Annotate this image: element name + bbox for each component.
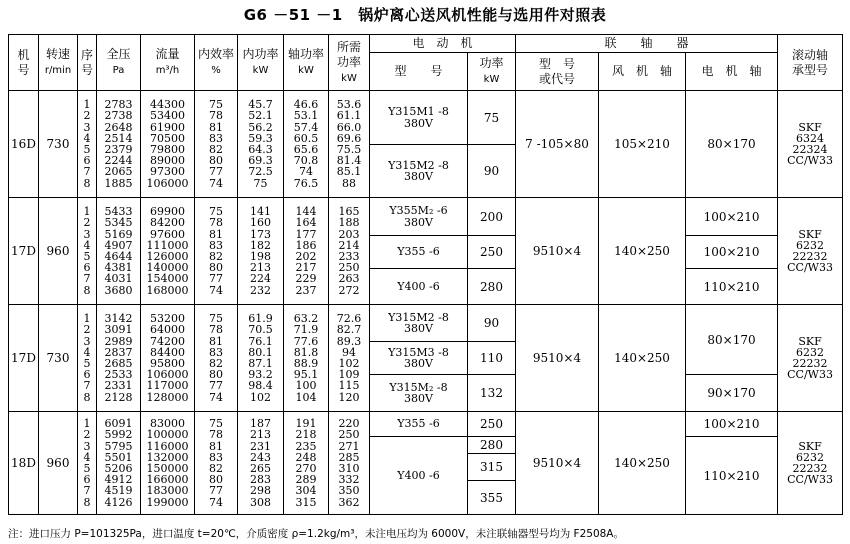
- motor-model: Y355M₂ -6 380V: [370, 198, 468, 236]
- machine-no: 17D: [9, 198, 39, 305]
- required-power-list: 220 250 271 285 310 332 350 362: [329, 412, 370, 515]
- motor-shaft: 90×170: [686, 375, 778, 412]
- motor-model: Y355 -6: [370, 236, 468, 269]
- fan-shaft: 140×250: [599, 305, 686, 412]
- header-efficiency: 内效率 %: [195, 35, 238, 91]
- efficiency-list: 75 78 81 83 82 80 77 74: [195, 198, 238, 305]
- fan-shaft: 105×210: [599, 91, 686, 198]
- pressure-list: 6091 5992 5795 5501 5206 4912 4519 4126: [97, 412, 141, 515]
- motor-power: 250: [468, 412, 516, 437]
- motor-model: Y400 -6: [370, 269, 468, 305]
- flow-list: 69900 84200 97600 111000 126000 140000 154000 168000: [141, 198, 195, 305]
- motor-power: 250: [468, 236, 516, 269]
- motor-shaft: 100×210: [686, 236, 778, 269]
- header-motor-group: 电 动 机: [370, 35, 516, 53]
- coupling-model: 7 -105×80: [516, 91, 599, 198]
- header-internal-power: 内功率 kW: [238, 35, 284, 91]
- speed: 960: [39, 198, 78, 305]
- motor-power: 200: [468, 198, 516, 236]
- internal-power-list: 61.9 70.5 76.1 80.1 87.1 93.2 98.4 102: [238, 305, 284, 412]
- coupling-model: 9510×4: [516, 412, 599, 515]
- speed: 730: [39, 305, 78, 412]
- machine-no: 16D: [9, 91, 39, 198]
- header-motor-shaft: 电 机 轴: [686, 53, 778, 91]
- flow-list: 83000 100000 116000 132000 150000 166000 183000 199000: [141, 412, 195, 515]
- bearing-model: SKF 6232 22232 CC/W33: [778, 198, 843, 305]
- efficiency-list: 75 78 81 83 82 80 77 74: [195, 91, 238, 198]
- motor-power: 315: [468, 454, 516, 481]
- speed: 960: [39, 412, 78, 515]
- efficiency-list: 75 78 81 83 82 80 77 74: [195, 305, 238, 412]
- shaft-power-list: 191 218 235 248 270 289 304 315: [284, 412, 329, 515]
- required-power-list: 72.6 82.7 89.3 94 102 109 115 120: [329, 305, 370, 412]
- motor-shaft: 80×170: [686, 91, 778, 198]
- header-motor-power: 功率 kW: [468, 53, 516, 91]
- internal-power-list: 187 213 231 243 265 283 298 308: [238, 412, 284, 515]
- pressure-list: 3142 3091 2989 2837 2685 2533 2331 2128: [97, 305, 141, 412]
- header-machine-no: 机 号: [9, 35, 39, 91]
- bearing-model: SKF 6324 22324 CC/W33: [778, 91, 843, 198]
- seq-list: 1 2 3 4 5 6 7 8: [78, 91, 97, 198]
- table-title: G6 －51 －1 锅炉离心送风机性能与选用件对照表: [243, 6, 607, 24]
- header-coupling-model: 型 号 或代号: [516, 53, 599, 91]
- shaft-power-list: 144 164 177 186 202 217 229 237: [284, 198, 329, 305]
- header-fan-shaft: 风 机 轴: [599, 53, 686, 91]
- header-seq: 序 号: [78, 35, 97, 91]
- header-coupling-group: 联 轴 器: [516, 35, 778, 53]
- header-motor-model: 型 号: [370, 53, 468, 91]
- coupling-model: 9510×4: [516, 305, 599, 412]
- fan-shaft: 140×250: [599, 412, 686, 515]
- motor-model: Y315M2 -8 380V: [370, 145, 468, 198]
- motor-power: 280: [468, 437, 516, 454]
- required-power-list: 53.6 61.1 66.0 69.6 75.5 81.4 85.1 88: [329, 91, 370, 198]
- motor-power: 280: [468, 269, 516, 305]
- speed: 730: [39, 91, 78, 198]
- motor-shaft: 100×210: [686, 198, 778, 236]
- efficiency-list: 75 78 81 83 82 80 77 74: [195, 412, 238, 515]
- motor-power: 110: [468, 342, 516, 375]
- pressure-list: 2783 2738 2648 2514 2379 2244 2065 1885: [97, 91, 141, 198]
- motor-power: 355: [468, 481, 516, 515]
- flow-list: 53200 64000 74200 84400 95800 106000 117000 128000: [141, 305, 195, 412]
- machine-no: 17D: [9, 305, 39, 412]
- internal-power-list: 45.7 52.1 56.2 59.3 64.3 69.3 72.5 75: [238, 91, 284, 198]
- seq-list: 1 2 3 4 5 6 7 8: [78, 198, 97, 305]
- motor-shaft: 110×210: [686, 437, 778, 515]
- required-power-list: 165 188 203 214 233 250 263 272: [329, 198, 370, 305]
- shaft-power-list: 63.2 71.9 77.6 81.8 88.9 95.1 100 104: [284, 305, 329, 412]
- footnote: 注：进口压力 P=101325Pa，进口温度 t=20℃，介质密度 ρ=1.2kg/m³，未注电压均为 6000V，未注联轴器型号均为 F2508A。: [8, 528, 624, 540]
- bearing-model: SKF 6232 22232 CC/W33: [778, 305, 843, 412]
- flow-list: 44300 53400 61900 70500 79800 89000 97300 106000: [141, 91, 195, 198]
- header-shaft-power: 轴功率 kW: [284, 35, 329, 91]
- coupling-model: 9510×4: [516, 198, 599, 305]
- header-speed: 转速 r/min: [39, 35, 78, 91]
- motor-model: Y315M1 -8 380V: [370, 91, 468, 145]
- header-pressure: 全压 Pa: [97, 35, 141, 91]
- shaft-power-list: 46.6 53.1 57.4 60.5 65.6 70.8 74 76.5: [284, 91, 329, 198]
- header-required-power: 所需 功率 kW: [329, 35, 370, 91]
- motor-shaft: 110×210: [686, 269, 778, 305]
- bearing-model: SKF 6232 22232 CC/W33: [778, 412, 843, 515]
- motor-shaft: 100×210: [686, 412, 778, 437]
- motor-model: Y355 -6: [370, 412, 468, 437]
- motor-power: 132: [468, 375, 516, 412]
- motor-power: 90: [468, 145, 516, 198]
- motor-model: Y400 -6: [370, 437, 468, 515]
- header-flow: 流量 m³/h: [141, 35, 195, 91]
- motor-power: 90: [468, 305, 516, 342]
- motor-shaft: 80×170: [686, 305, 778, 375]
- machine-no: 18D: [9, 412, 39, 515]
- motor-model: Y315M2 -8 380V: [370, 305, 468, 342]
- pressure-list: 5433 5345 5169 4907 4644 4381 4031 3680: [97, 198, 141, 305]
- seq-list: 1 2 3 4 5 6 7 8: [78, 412, 97, 515]
- motor-model: Y315M₂ -8 380V: [370, 375, 468, 412]
- seq-list: 1 2 3 4 5 6 7 8: [78, 305, 97, 412]
- motor-model: Y315M3 -8 380V: [370, 342, 468, 375]
- motor-power: 75: [468, 91, 516, 145]
- header-bearing: 滚动轴 承型号: [778, 35, 843, 91]
- fan-shaft: 140×250: [599, 198, 686, 305]
- internal-power-list: 141 160 173 182 198 213 224 232: [238, 198, 284, 305]
- performance-table: [8, 34, 843, 515]
